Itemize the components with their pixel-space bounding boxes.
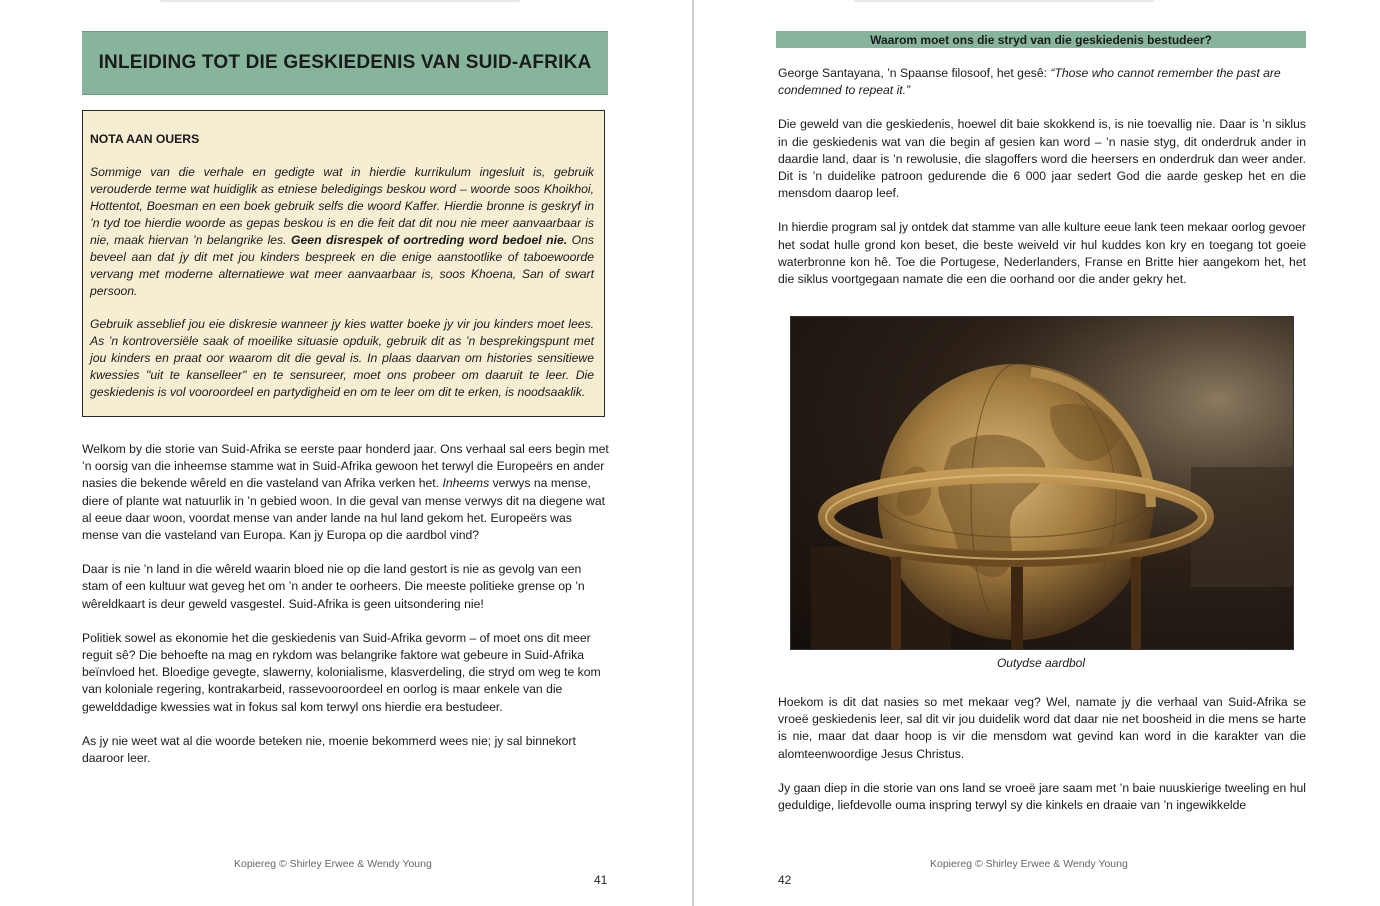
cut-off-header-text	[160, 0, 520, 2]
chapter-title: INLEIDING TOT DIE GESKIEDENIS VAN SUID-AFRIKA	[98, 52, 592, 73]
body-paragraph-4: As jy nie weet wat al die woorde beteken nie, moenie bekommerd wees nie; jy sal binnekort daaroor leer.	[82, 733, 576, 766]
right-body-text-top	[778, 65, 1306, 305]
body-paragraph-3: In hierdie program sal jy ontdek dat stamme van alle kulture eeue lank teen mekaar oorlog gevoer het sodat hulle grond kon beset, die beste weiveld vir hul kuddes kon kry en toegang tot goeie waterbronne kon hê. Toe die Portugese, Nederlanders, Franse en Britte hier aangekom het, het die siklus voortgegaan namate die een die oorhand oor die ander gekry het.	[778, 220, 1306, 287]
parents-note-box	[82, 110, 605, 417]
note-bold-text: Geen disrespek of oortreding word bedoel nie.	[291, 233, 568, 247]
body-paragraph-3: Politiek sowel as ekonomie het die geskiedenis van Suid-Afrika gevorm – of moet ons dit meer reguit sê? Die behoefte na mag en rykdom was belangrike faktore wat gebeure in Suid-Afrika beïnvloed het. Bloedige gevegte, slawerny, kolonialisme, klasverdeling, die stryd om weg te kom van koloniale regering, kontrakarbeid, rassevooroordeel en oorlog is maar enkele van die gewelddadige kwessies wat in fokus sal kom terwyl ons hierdie era bestudeer.	[82, 630, 601, 714]
santayana-quote: “Those who cannot remember the past are condemned to repeat it.”	[778, 66, 1281, 98]
body-paragraph-4: Hoekom is dit dat nasies so met mekaar veg? Wel, namate jy die verhaal van Suid-Afrika se vroeë geskiedenis leer, sal dit vir jou duidelik word dat daar nie net boosheid in die mens se harte is nie, maar dat daar hoop is vir die mensdom wat gevind kan word in die karakter van die alomteenwoordige Jesus Christus.	[778, 695, 1306, 761]
page-number: 42	[778, 873, 792, 887]
body-text: Welkom by die storie van Suid-Afrika se eerste paar honderd jaar. Ons verhaal sal eers begin met ’n oorsig van die inheemse stamme wat in Suid-Afrika gewoon het terwyl die Europeërs en ander nasies die bekende wêreld en die vasteland van Afrika verken het.	[82, 442, 609, 491]
note-paragraph-1	[90, 164, 594, 300]
note-paragraph-2: Gebruik asseblief jou eie diskresie wanneer jy kies watter boeke jy vir jou kinders moet lees. As ’n kontroversiële saak of moeilike situasie opduik, gebruik dit as ’n besprekingspunt met jou kinders en praat oor waarom dit die geval is. In plaas daarvan om histories sensitiewe kwessies "uit te kanselleer" en te sensureer, moet ons probeer om daaruit te leer. Die geskiedenis is vol vooroordeel en partydigheid en om te leer om dit te erken, is noodsaaklik.	[90, 317, 594, 399]
body-paragraph-2: Daar is nie ’n land in die wêreld waarin bloed nie op die land gestort is nie as gevolg van een stam of een kultuur wat geveg het om ’n ander te oorheers. Die meeste politieke grense op ’n wêreldkaart is deur geweld vasgestel. Suid-Afrika is geen uitsondering nie!	[82, 562, 585, 611]
body-paragraph-5: Jy gaan diep in die storie van ons land se vroeë jare saam met ’n baie nuuskierige tweeling en hul geduldige, liefdevolle ouma inspring terwyl sy die kinkels en draaie van ’n ingewikkelde	[778, 780, 1306, 813]
copyright-footer: Kopiereg © Shirley Erwee & Wendy Young	[234, 858, 432, 870]
globe-icon	[791, 317, 1293, 649]
note-heading: NOTA AAN OUERS	[90, 132, 200, 146]
quote-paragraph	[778, 65, 1306, 99]
note-text: Sommige van die verhale en gedigte wat in hierdie kurrikulum ingesluit is, gebruik verouderde terme wat huidiglik as etniese beledigings beskou word – woorde soos Khoikhoi, Hottentot, Boesman en een boek gebruik selfs die woord Kaffer. Hierdie bronne is geskryf in ’n tyd toe hierdie woorde as gepas beskou is en die feit dat dit nou nie meer aanvaarbaar is nie, maak hiervan ’n belangrike les.	[90, 165, 594, 247]
section-title: Waarom moet ons die stryd van die geskiedenis bestudeer?	[870, 32, 1212, 47]
image-caption: Outydse aardbol	[996, 656, 1086, 670]
body-text: George Santayana, ’n Spaanse filosoof, het gesê:	[778, 66, 1051, 80]
page-number: 41	[594, 873, 608, 887]
antique-globe-photo	[790, 316, 1294, 650]
body-italic-term: Inheems	[442, 476, 490, 491]
note-text: Ons beveel aan dat jy dit met jou kinders bespreek en die enige aanstootlike of taboewoorde vervang met moderne alternatiewe wat meer aanvaarbaar is, soos Khoena, San of swart persoon.	[90, 233, 594, 298]
body-text: verwys na mense, diere of plante wat natuurlik in ’n gebied woon. In die geval van mense verwys dit na diegene wat al eeue daar woon, voordat mense van ander lande na hul land gekom het. Europeërs was mense van die vasteland van Europa. Kan jy Europa op die aardbol vind?	[82, 476, 606, 543]
chapter-title-banner	[82, 31, 608, 95]
section-title-banner	[776, 31, 1306, 48]
right-body-text-bottom	[778, 694, 1306, 831]
copyright-footer: Kopiereg © Shirley Erwee & Wendy Young	[930, 858, 1128, 870]
left-body-text	[82, 441, 609, 784]
body-paragraph-1	[82, 441, 609, 544]
body-paragraph-2: Die geweld van die geskiedenis, hoewel dit baie skokkend is, is nie toevallig nie. Daar is ’n siklus in die geskiedenis wat van die begin af gesien kan word – ’n nasie styg, dit onderdruk ander in daardie land, daar is ’n rewolusie, die slagoffers word die heersers en onderdruk dan weer ander. Dit is ’n duidelike patroon gedurende die 6 000 jaar sedert God die aarde geskep het en die mensdom daarop leef.	[778, 117, 1306, 201]
cut-off-header-text	[854, 0, 1154, 2]
